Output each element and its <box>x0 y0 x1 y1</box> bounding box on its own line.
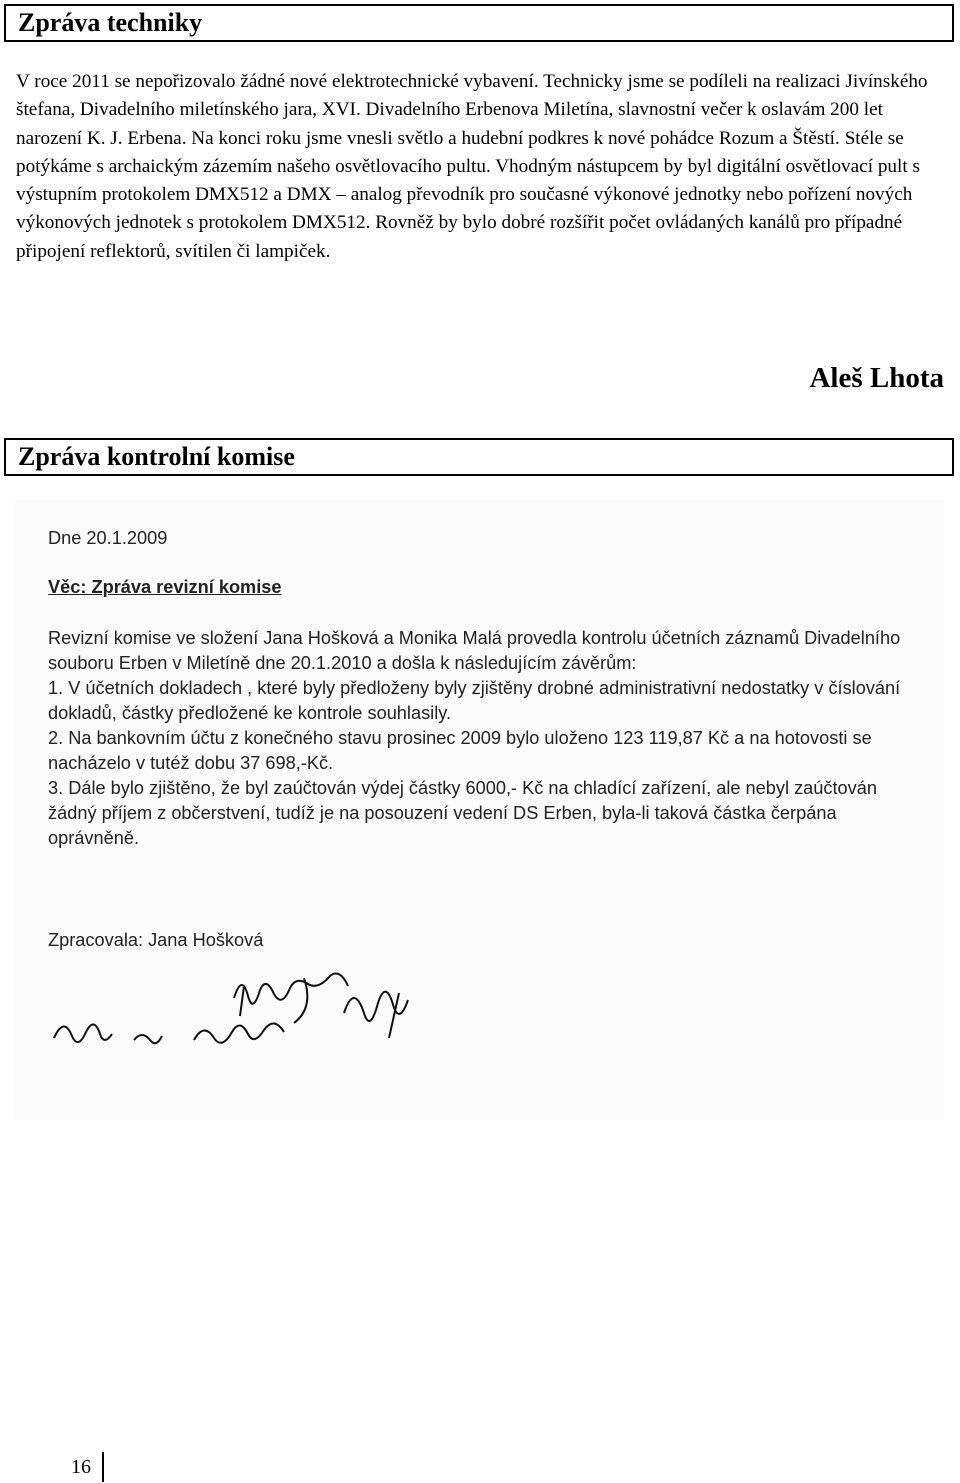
page-number: 16 <box>60 1452 104 1482</box>
author-name: Aleš Lhota <box>809 362 944 394</box>
scanned-letter <box>14 500 944 1120</box>
control-report-heading: Zpráva kontrolní komise <box>4 438 954 476</box>
letter-point: 1. V účetních dokladech , které byly předloženy byly zjištěny drobné administrativní nedostatky v číslování dokladů, částky předložené ke kontrole souhlasily. <box>48 678 901 723</box>
letter-point: 2. Na bankovním účtu z konečného stavu prosinec 2009 bylo uloženo 123 119,87 Kč a na hotovosti se nacházelo v tutéž dobu 37 698,-Kč. <box>48 728 872 773</box>
handwritten-signatures <box>44 958 444 1068</box>
letter-point: 3. Dále bylo zjištěno, že byl zaúčtován výdej částky 6000,- Kč na chladící zařízení, ale nebyl zaúčtován žádný příjem z občerstvení, tudíž je na posouzení vedení DS Erben, byla-li taková částka čerpána oprávněně. <box>48 778 877 848</box>
letter-subject: Věc: Zpráva revizní komise <box>48 577 282 597</box>
letter-date: Dne 20.1.2009 <box>48 528 168 548</box>
letter-body <box>48 626 918 851</box>
tech-report-body: V roce 2011 se nepořizovalo žádné nové elektrotechnické vybavení. Technicky jsme se podíleli na realizaci Jivínského štefana, Divadelního miletínského jara, XVI. Divadelního Erbenova Miletína, slavnostní večer k oslavám 200 let narození K. J. Erbena. Na konci roku jsme vnesli světlo a hudební podkres k nové pohádce Rozum a Štěstí. Stéle se potýkáme s archaickým zázemím našeho osvětlovacího pultu. Vhodným nástupcem by byl digitální osvětlovací pult s výstupním protokolem DMX512 a DMX – analog převodník pro současné výkonové jednotky nebo pořízení nových výkonových jednotek s protokolem DMX512. Rovněž by bylo dobré rozšířit počet ovládaných kanálů pro případné připojení reflektorů, svítilen či lampiček. <box>16 71 928 262</box>
letter-prepared-by: Zpracovala: Jana Hošková <box>48 930 264 950</box>
tech-report-heading: Zpráva techniky <box>4 4 954 42</box>
letter-intro: Revizní komise ve složení Jana Hošková a Monika Malá provedla kontrolu účetních záznamů Divadelního souboru Erben v Miletíně dne 20.1.2010 a došla k následujícím závěrům: <box>48 628 901 673</box>
